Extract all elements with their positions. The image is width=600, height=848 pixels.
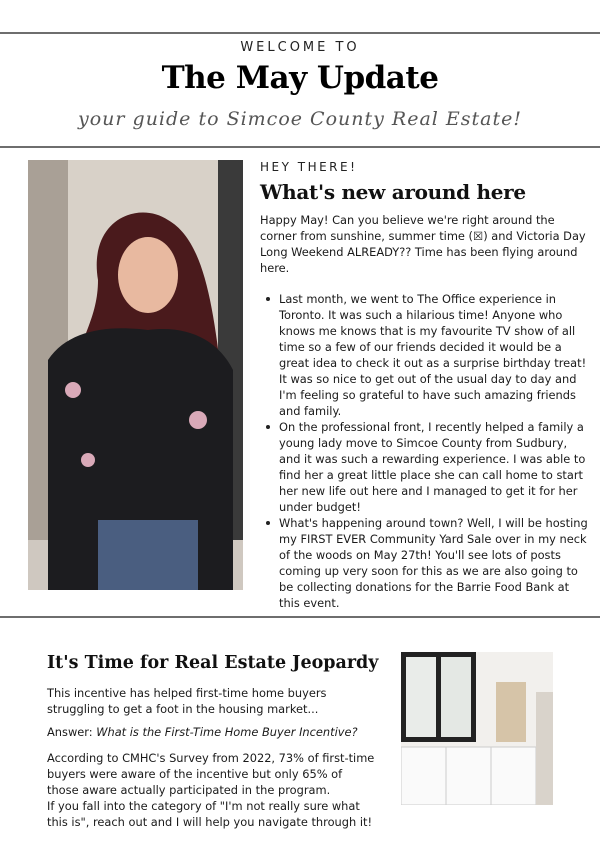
list-item: On the professional front, I recently helped a family a young lady move to Simcoe County from Sudbury, and it was such a rewarding experience. I was able to find her a great little place she can call home to start her new life out here and I managed to get it for her under budget! <box>260 419 590 515</box>
jeopardy-heading: It's Time for Real Estate Jeopardy <box>47 653 379 673</box>
tagline: your guide to Simcoe County Real Estate! <box>78 108 522 130</box>
jeopardy-details <box>47 750 377 830</box>
intro-paragraph: Happy May! Can you believe we're right around the corner from sunshine, summer time (☒) and Victoria Day Long Weekend ALREADY?? Time has been flying around here. <box>260 213 586 275</box>
list-item: Last month, we went to The Office experience in Toronto. It was such a hilarious time! Anyone who knows me knows that is my favourite TV show of all time so a few of our friends decided it would be a great idea to check it out as a surprise birthday treat! It was so nice to get out of the usual day to day and I'm feeling so grateful to have such amazing friends and family. <box>260 291 590 419</box>
cta-text: If you fall into the category of "I'm not really sure what this is", reach out and I will help you navigate through it! <box>47 799 373 829</box>
section-heading: What's new around here <box>260 180 526 204</box>
header-rule <box>0 146 600 148</box>
news-list <box>260 291 590 611</box>
top-rule <box>0 32 600 34</box>
jeopardy-answer <box>47 724 377 740</box>
details-text: According to CMHC's Survey from 2022, 73% of first-time buyers were aware of the incentive but only 65% of those aware actually participated in the program. <box>47 751 375 797</box>
eyebrow-label: HEY THERE! <box>260 160 358 174</box>
kitchen-photo <box>401 652 553 805</box>
welcome-label: WELCOME TO <box>240 40 360 55</box>
answer-text: What is the First-Time Home Buyer Incentive? <box>96 725 358 739</box>
newsletter-title: The May Update <box>161 60 439 96</box>
list-item: What's happening around town? Well, I will be hosting my FIRST EVER Community Yard Sale over in my neck of the woods on May 27th! You'll see lots of posts coming up very soon for this as we are also going to be collecting donations for the Barrie Food Bank at this event. <box>260 515 590 611</box>
jeopardy-clue: This incentive has helped first-time home buyers struggling to get a foot in the housing market... <box>47 686 327 716</box>
portrait-photo <box>28 160 243 590</box>
answer-label: Answer: <box>47 725 97 739</box>
section-rule <box>0 616 600 618</box>
